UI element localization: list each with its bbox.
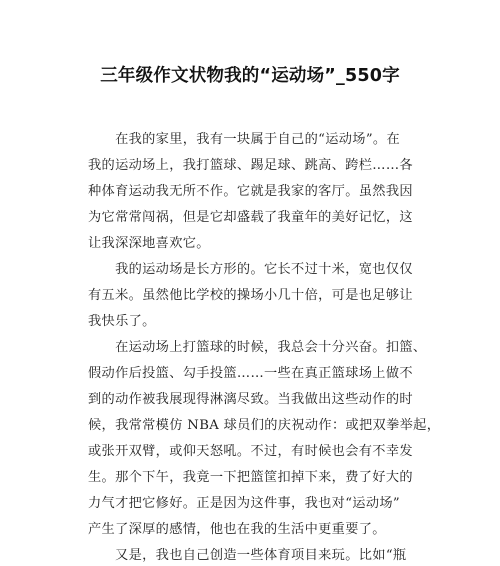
- paragraph-line: 为它常常闯祸，但是它却盛载了我童年的美好记忆，这: [88, 210, 413, 225]
- paragraph-line: 候，我常常模仿 NBA 球员们的庆祝动作：或把双拳举起，: [88, 418, 441, 433]
- paragraph-line: 生。那个下午，我竟一下把篮筐扣掉下来，费了好大的: [88, 470, 413, 485]
- paragraph-line: 在运动场上打篮球的时候，我总会十分兴奋。扣篮、: [88, 340, 427, 355]
- document-title: 三年级作文状物我的“运动场”_550字: [100, 66, 400, 86]
- paragraph-line: 又是，我也自己创造一些体育项目来玩。比如“瓶: [88, 548, 407, 563]
- paragraph-line: 假动作后投篮、勾手投篮……一些在真正篮球场上做不: [88, 366, 413, 381]
- paragraph-line: 有五米。虽然他比学校的操场小几十倍，可是也足够让: [88, 288, 413, 303]
- paragraph-line: 我的运动场上，我打篮球、踢足球、跳高、跨栏……各: [88, 158, 413, 173]
- paragraph-line: 我的运动场是长方形的。它长不过十米，宽也仅仅: [88, 262, 413, 277]
- paragraph-line: 在我的家里，我有一块属于自己的“运动场”。在: [88, 132, 401, 147]
- paragraph-line: 到的动作被我展现得淋漓尽致。当我做出这些动作的时: [88, 392, 413, 407]
- paragraph-line: 我快乐了。: [88, 314, 156, 329]
- paragraph-line: 产生了深厚的感情，他也在我的生活中更重要了。: [88, 522, 386, 537]
- paragraph-line: 种体育运动我无所不作。它就是我家的客厅。虽然我因: [88, 184, 413, 199]
- paragraph-line: 让我深深地喜欢它。: [88, 236, 210, 251]
- paragraph-line: 力气才把它修好。正是因为这件事，我也对“运动场”: [88, 496, 401, 511]
- paragraph-line: 或张开双臂，或仰天怒吼。不过，有时候也会有不幸发: [88, 444, 413, 459]
